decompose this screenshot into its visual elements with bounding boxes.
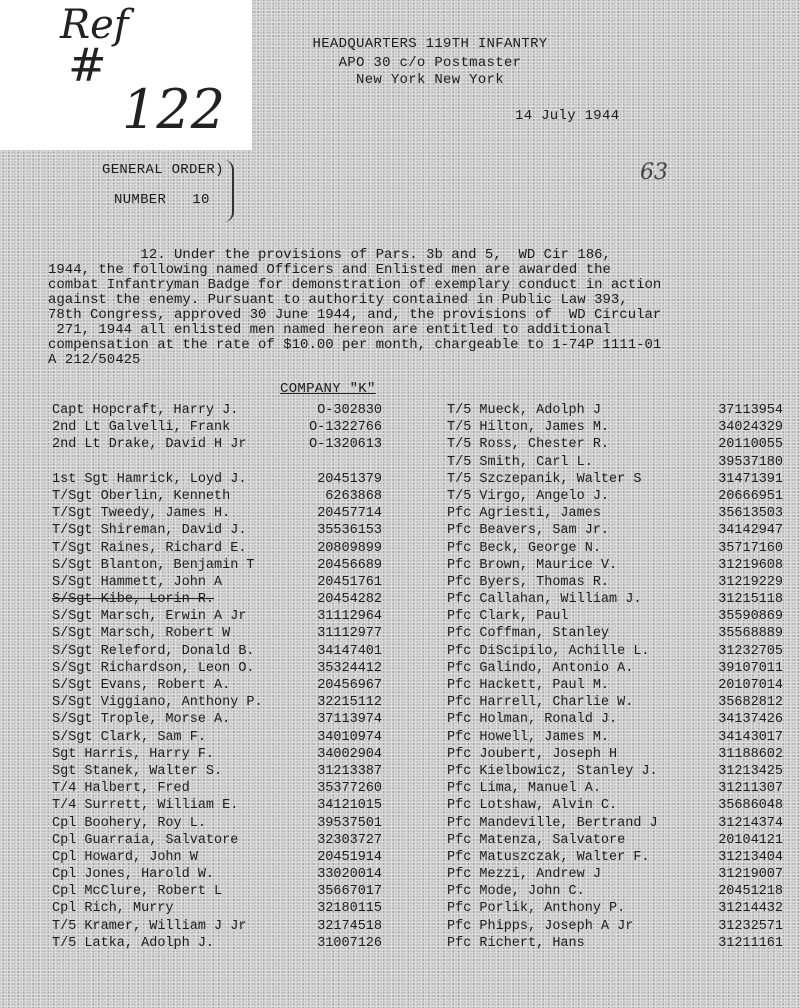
roster-row [52, 815, 382, 832]
header-line-3: New York New York [356, 72, 504, 88]
soldier-name: T/5 Smith, Carl L. [447, 454, 593, 470]
serial-number: 37113974 [317, 712, 382, 728]
soldier-name: T/Sgt Raines, Richard E. [52, 540, 247, 556]
roster-row [52, 557, 382, 574]
soldier-name: S/Sgt Marsch, Robert W [52, 626, 231, 642]
serial-number: 31219229 [718, 574, 783, 590]
serial-number: 34010974 [317, 729, 382, 745]
roster-row [447, 608, 783, 625]
serial-number: 20454282 [317, 592, 382, 608]
serial-number: 35568889 [718, 626, 783, 642]
document-date: 14 July 1944 [515, 108, 620, 124]
soldier-name: T/4 Surrett, William E. [52, 798, 239, 814]
soldier-name: Pfc Richert, Hans [447, 935, 585, 951]
roster-row [447, 729, 783, 746]
serial-number: 35324412 [317, 660, 382, 676]
serial-number: 20451379 [317, 471, 382, 487]
roster-right-column [447, 402, 783, 952]
roster-row [447, 419, 783, 436]
handwritten-ref-label: Ref [60, 2, 129, 48]
serial-number: 31112964 [317, 609, 382, 625]
soldier-name: Pfc Howell, James M. [447, 729, 610, 745]
serial-number: 20451218 [718, 884, 783, 900]
soldier-name: Pfc Lotshaw, Alvin C. [447, 798, 618, 814]
serial-number: 31219608 [718, 557, 783, 573]
serial-number: 31232571 [718, 918, 783, 934]
roster-row [447, 540, 783, 557]
roster-row [447, 505, 783, 522]
roster-row [447, 643, 783, 660]
handwritten-note-area [0, 0, 252, 150]
serial-number: 34024329 [718, 420, 783, 436]
roster-row [447, 832, 783, 849]
serial-number: 31007126 [317, 935, 382, 951]
serial-number: 31211307 [718, 781, 783, 797]
serial-number: 20456689 [317, 557, 382, 573]
soldier-name: T/5 Kramer, William J Jr [52, 918, 247, 934]
roster-row [447, 660, 783, 677]
serial-number: 35667017 [317, 884, 382, 900]
serial-number: 31112977 [317, 626, 382, 642]
serial-number: 39537180 [718, 454, 783, 470]
serial-number: 20809899 [317, 540, 382, 556]
soldier-name: S/Sgt Richardson, Leon O. [52, 660, 255, 676]
roster-row [52, 935, 382, 952]
serial-number: 32180115 [317, 901, 382, 917]
serial-number: 34137426 [718, 712, 783, 728]
roster-row [447, 625, 783, 642]
serial-number: 31211161 [718, 935, 783, 951]
serial-number: 31213387 [317, 763, 382, 779]
serial-number: 35682812 [718, 695, 783, 711]
pencil-mark: 63 [640, 160, 668, 185]
roster-row [447, 591, 783, 608]
soldier-name: Pfc Kielbowicz, Stanley J. [447, 763, 658, 779]
header-line-1: HEADQUARTERS 119TH INFANTRY [312, 36, 548, 52]
serial-number: 20451914 [317, 849, 382, 865]
serial-number: 31213404 [718, 849, 783, 865]
serial-number: 31215118 [718, 592, 783, 608]
roster-row [447, 488, 783, 505]
soldier-name: Cpl Rich, Murry [52, 901, 174, 917]
roster-row [52, 900, 382, 917]
soldier-name: T/5 Latka, Adolph J. [52, 935, 215, 951]
roster-row [447, 711, 783, 728]
soldier-name: S/Sgt Clark, Sam F. [52, 729, 206, 745]
soldier-name: T/Sgt Tweedy, James H. [52, 506, 231, 522]
handwritten-ref-number: 122 [122, 78, 226, 141]
roster-row [447, 918, 783, 935]
roster-row [52, 883, 382, 900]
soldier-name: Pfc Phipps, Joseph A Jr [447, 918, 634, 934]
soldier-name: Pfc Porlik, Anthony P. [447, 901, 626, 917]
roster-row [447, 935, 783, 952]
soldier-name: S/Sgt Marsch, Erwin A Jr [52, 609, 247, 625]
roster-row [447, 471, 783, 488]
roster-row [52, 436, 382, 453]
soldier-name: Pfc Agriesti, James [447, 506, 601, 522]
serial-number: 20104121 [718, 832, 783, 848]
soldier-name: Pfc Matenza, Salvatore [447, 832, 626, 848]
soldier-name: Pfc Beavers, Sam Jr. [447, 523, 610, 539]
serial-number: 31471391 [718, 471, 783, 487]
roster-row [52, 729, 382, 746]
roster-row [52, 711, 382, 728]
roster-row [447, 763, 783, 780]
soldier-name: S/Sgt Evans, Robert A. [52, 678, 231, 693]
serial-number: O-1320613 [309, 437, 382, 453]
roster-row [52, 402, 382, 419]
soldier-name: Cpl Howard, John W [52, 849, 198, 865]
soldier-name: S/Sgt Kibe, Lorin R. [52, 592, 215, 608]
roster-row [447, 780, 783, 797]
soldier-name: T/5 Mueck, Adolph J [447, 403, 601, 418]
general-order-label: GENERAL ORDER) [102, 162, 224, 178]
roster-row [447, 557, 783, 574]
serial-number: 35717160 [718, 540, 783, 556]
serial-number: 34142947 [718, 523, 783, 539]
soldier-name: Cpl Boohery, Roy L. [52, 815, 206, 831]
roster-row [52, 763, 382, 780]
roster-row [447, 694, 783, 711]
soldier-name: Pfc Mode, John C. [447, 884, 585, 900]
order-brace [218, 160, 234, 222]
soldier-name: 2nd Lt Galvelli, Frank [52, 420, 231, 436]
roster-row [52, 522, 382, 539]
serial-number: 35536153 [317, 523, 382, 539]
roster-row [447, 883, 783, 900]
roster-row [52, 780, 382, 797]
soldier-name: S/Sgt Hammett, John A [52, 574, 223, 590]
roster-row [52, 540, 382, 557]
roster-row [52, 797, 382, 814]
soldier-name: T/5 Szczepanik, Walter S [447, 471, 642, 487]
roster-row [52, 454, 382, 471]
soldier-name: Pfc Mezzi, Andrew J [447, 867, 601, 883]
serial-number: 37113954 [718, 403, 783, 418]
serial-number: 31214374 [718, 815, 783, 831]
roster-row [447, 454, 783, 471]
soldier-name: T/5 Hilton, James M. [447, 420, 610, 436]
serial-number: 33020014 [317, 867, 382, 883]
serial-number: 20457714 [317, 506, 382, 522]
serial-number: 6263868 [325, 488, 382, 504]
soldier-name: Cpl McClure, Robert L [52, 884, 223, 900]
soldier-name: Pfc Beck, George N. [447, 540, 601, 556]
roster-row [52, 419, 382, 436]
serial-number: 39107011 [718, 660, 783, 676]
soldier-name: Pfc Joubert, Joseph H [447, 746, 618, 762]
soldier-name: Pfc Harrell, Charlie W. [447, 695, 634, 711]
soldier-name: Pfc Clark, Paul [447, 609, 569, 625]
roster-row [52, 746, 382, 763]
header-line-2: APO 30 c/o Postmaster [338, 55, 522, 71]
handwritten-hash: # [68, 38, 107, 92]
roster-row [447, 522, 783, 539]
roster-row [447, 402, 783, 419]
order-number: NUMBER 10 [114, 192, 210, 208]
roster-row [52, 505, 382, 522]
soldier-name: Pfc Matuszczak, Walter F. [447, 849, 650, 865]
roster-row [52, 574, 382, 591]
roster-row [52, 471, 382, 488]
roster-row [447, 574, 783, 591]
serial-number: 32215112 [317, 695, 382, 711]
roster-row [52, 643, 382, 660]
serial-number: O-1322766 [309, 420, 382, 436]
serial-number: 32174518 [317, 918, 382, 934]
soldier-name: T/4 Halbert, Fred [52, 781, 190, 797]
serial-number: 31213425 [718, 763, 783, 779]
soldier-name: T/5 Ross, Chester R. [447, 437, 610, 453]
serial-number: 31232705 [718, 643, 783, 659]
soldier-name: Cpl Guarraia, Salvatore [52, 832, 239, 848]
roster-row [447, 746, 783, 763]
soldier-name: Capt Hopcraft, Harry J. [52, 403, 239, 418]
roster-row [447, 677, 783, 694]
roster-row [52, 488, 382, 505]
soldier-name: Sgt Harris, Harry F. [52, 746, 215, 762]
soldier-name: T/Sgt Oberlin, Kenneth [52, 488, 231, 504]
soldier-name: Pfc Galindo, Antonio A. [447, 660, 634, 676]
roster-row [52, 608, 382, 625]
soldier-name: Pfc DiScipilo, Achille L. [447, 643, 650, 659]
serial-number: 20110055 [718, 437, 783, 453]
serial-number: 39537501 [317, 815, 382, 831]
roster-row [447, 900, 783, 917]
serial-number: 35686048 [718, 798, 783, 814]
roster-row [52, 625, 382, 642]
soldier-name: T/5 Virgo, Angelo J. [447, 488, 610, 504]
roster-row [52, 660, 382, 677]
roster-row [52, 866, 382, 883]
roster-row [52, 591, 382, 608]
soldier-name: Pfc Hackett, Paul M. [447, 678, 610, 693]
serial-number: 20666951 [718, 488, 783, 504]
soldier-name: S/Sgt Releford, Donald B. [52, 643, 255, 659]
serial-number: 31188602 [718, 746, 783, 762]
company-heading: COMPANY "K" [280, 381, 376, 397]
serial-number: 34147401 [317, 643, 382, 659]
soldier-name: 1st Sgt Hamrick, Loyd J. [52, 471, 247, 487]
serial-number: 20107014 [718, 678, 783, 693]
serial-number: 32303727 [317, 832, 382, 848]
soldier-name: Pfc Holman, Ronald J. [447, 712, 618, 728]
soldier-name: Pfc Byers, Thomas R. [447, 574, 610, 590]
roster-row [52, 694, 382, 711]
roster-row [447, 849, 783, 866]
serial-number: 35613503 [718, 506, 783, 522]
roster-row [447, 815, 783, 832]
roster-row [447, 436, 783, 453]
serial-number: 31214432 [718, 901, 783, 917]
roster-row [447, 797, 783, 814]
serial-number: 34121015 [317, 798, 382, 814]
roster-row [52, 918, 382, 935]
soldier-name: Cpl Jones, Harold W. [52, 867, 215, 883]
roster-row [52, 677, 382, 694]
soldier-name: Pfc Mandeville, Bertrand J [447, 815, 658, 831]
serial-number: 20456967 [317, 678, 382, 693]
serial-number: 34002904 [317, 746, 382, 762]
roster-row [447, 866, 783, 883]
roster-row [52, 832, 382, 849]
soldier-name: T/Sgt Shireman, David J. [52, 523, 247, 539]
serial-number: 35590869 [718, 609, 783, 625]
serial-number: 20451761 [317, 574, 382, 590]
soldier-name: S/Sgt Trople, Morse A. [52, 712, 231, 728]
order-paragraph: 12. Under the provisions of Pars. 3b and 5, WD Cir 186, 1944, the following named Officers and Enlisted men are awarded the combat Infantryman Badge for demonstration of exemplary conduct in action against the enemy. Pursuant to authority contained in Public Law 393, 78th Congress, approved 30 June 1944, and, the provisions of WD Circular 271, 1944 all enlisted men named hereon are entitled to additional compensation at the rate of $10.00 per month, chargeable to 1-74P 1111-01 A 212/50425 [48, 247, 662, 368]
soldier-name: Pfc Lima, Manuel A. [447, 781, 601, 797]
soldier-name: Sgt Stanek, Walter S. [52, 763, 223, 779]
soldier-name: Pfc Brown, Maurice V. [447, 557, 618, 573]
serial-number: 35377260 [317, 781, 382, 797]
roster-left-column [52, 402, 382, 952]
soldier-name: S/Sgt Blanton, Benjamin T [52, 557, 255, 573]
serial-number: O-302830 [317, 403, 382, 418]
soldier-name: S/Sgt Viggiano, Anthony P. [52, 695, 263, 711]
serial-number: 34143017 [718, 729, 783, 745]
roster-row [52, 849, 382, 866]
soldier-name: Pfc Coffman, Stanley [447, 626, 610, 642]
soldier-name: 2nd Lt Drake, David H Jr [52, 437, 247, 453]
serial-number: 31219007 [718, 867, 783, 883]
soldier-name: Pfc Callahan, William J. [447, 592, 642, 608]
